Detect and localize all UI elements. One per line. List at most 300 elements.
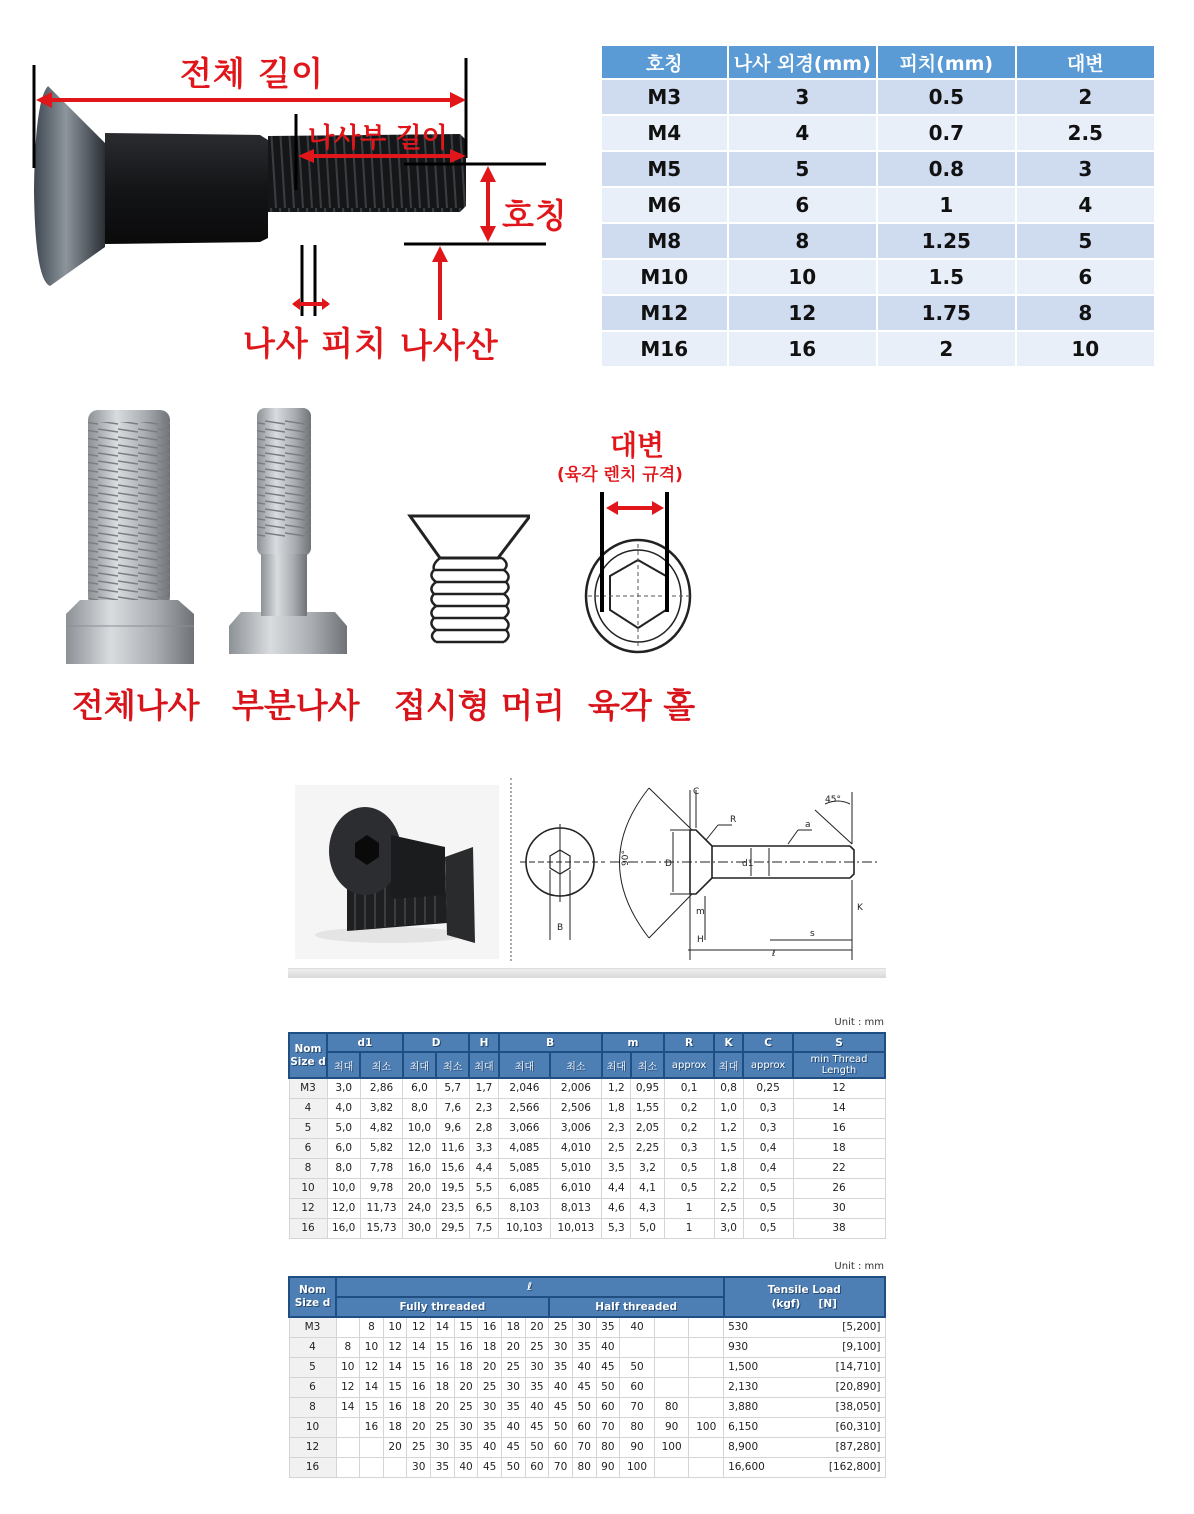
len-cell bbox=[620, 1337, 655, 1357]
col-across-flats: 대변 bbox=[1017, 46, 1154, 78]
dim-cell: 6,0 bbox=[327, 1138, 360, 1158]
len-cell bbox=[336, 1457, 360, 1477]
spec-cell: M4 bbox=[602, 116, 727, 150]
len-cell: 10 bbox=[360, 1337, 384, 1357]
len-cell: 35 bbox=[478, 1417, 502, 1437]
dim-cell: 6 bbox=[289, 1138, 327, 1158]
dim-cell: 0,5 bbox=[743, 1198, 793, 1218]
len-cell: 8,900 bbox=[724, 1437, 792, 1457]
dim-cell: 0,3 bbox=[664, 1138, 714, 1158]
len-cell: 25 bbox=[431, 1417, 455, 1437]
len-cell: 20 bbox=[431, 1397, 455, 1417]
len-cell: 1,500 bbox=[724, 1357, 792, 1377]
spec-cell: 2 bbox=[1017, 80, 1154, 114]
dim-cell: 2,046 bbox=[499, 1078, 551, 1098]
len-cell: 30 bbox=[549, 1337, 573, 1357]
spec-cell: 8 bbox=[729, 224, 876, 258]
svg-text:d1: d1 bbox=[742, 859, 754, 869]
dim-sub-header: approx bbox=[743, 1052, 793, 1078]
spec-cell: 6 bbox=[729, 188, 876, 222]
dim-cell: 7,5 bbox=[469, 1218, 498, 1238]
len-table-top-header bbox=[289, 1277, 885, 1297]
technical-drawing bbox=[520, 780, 890, 965]
len-table-row bbox=[289, 1357, 885, 1377]
len-cell: 18 bbox=[407, 1397, 431, 1417]
dim-group-header: B bbox=[499, 1033, 602, 1052]
spec-cell: M10 bbox=[602, 260, 727, 294]
len-cell: 70 bbox=[572, 1437, 596, 1457]
dim-cell: 5,82 bbox=[360, 1138, 402, 1158]
len-cell: 2,130 bbox=[724, 1377, 792, 1397]
dim-cell: 5,0 bbox=[327, 1118, 360, 1138]
len-cell bbox=[689, 1357, 724, 1377]
dim-cell: 0,5 bbox=[743, 1218, 793, 1238]
svg-text:H: H bbox=[697, 935, 704, 945]
len-cell: 40 bbox=[454, 1457, 478, 1477]
dim-sub-header: approx bbox=[664, 1052, 714, 1078]
len-cell: 25 bbox=[478, 1377, 502, 1397]
len-cell: 100 bbox=[689, 1417, 724, 1437]
full-thread-label: 전체나사 bbox=[72, 686, 200, 725]
dim-cell: 22 bbox=[793, 1158, 885, 1178]
len-cell: 40 bbox=[501, 1417, 525, 1437]
len-table-row bbox=[289, 1457, 885, 1477]
dim-cell: 15,73 bbox=[360, 1218, 402, 1238]
spec-cell: 10 bbox=[729, 260, 876, 294]
flat-head-sketch bbox=[406, 510, 530, 646]
len-cell: 14 bbox=[336, 1397, 360, 1417]
len-cell: 15 bbox=[431, 1337, 455, 1357]
len-cell: 35 bbox=[596, 1317, 620, 1337]
dim-cell: 10,013 bbox=[550, 1218, 602, 1238]
svg-text:ℓ: ℓ bbox=[772, 949, 776, 959]
spec-cell: 1.5 bbox=[878, 260, 1015, 294]
spec-cell: 4 bbox=[729, 116, 876, 150]
len-cell bbox=[689, 1457, 724, 1477]
dim-table-row bbox=[289, 1198, 885, 1218]
svg-text:R: R bbox=[730, 815, 737, 825]
svg-text:K: K bbox=[857, 903, 863, 913]
len-cell: 12 bbox=[336, 1377, 360, 1397]
dim-cell: 3,0 bbox=[714, 1218, 743, 1238]
len-cell: 18 bbox=[383, 1417, 407, 1437]
dim-cell: 0,4 bbox=[743, 1138, 793, 1158]
len-cell: 16,600 bbox=[724, 1457, 792, 1477]
dim-cell: 2,566 bbox=[499, 1098, 551, 1118]
half-thread-label: 부분나사 bbox=[232, 686, 360, 725]
len-cell bbox=[654, 1357, 689, 1377]
dim-cell: 12,0 bbox=[327, 1198, 360, 1218]
half-threaded-header: Half threaded bbox=[549, 1297, 724, 1317]
dim-cell: 4,1 bbox=[631, 1178, 664, 1198]
len-cell: [5,200] bbox=[792, 1317, 885, 1337]
dimension-table bbox=[288, 1032, 886, 1239]
dim-table-sub-header bbox=[289, 1052, 885, 1078]
dim-cell: 5,010 bbox=[550, 1158, 602, 1178]
spec-cell: 4 bbox=[1017, 188, 1154, 222]
dim-cell: 2,3 bbox=[602, 1118, 631, 1138]
dim-cell: 8,0 bbox=[327, 1158, 360, 1178]
dim-cell: 5,085 bbox=[499, 1158, 551, 1178]
dim-cell: 4,085 bbox=[499, 1138, 551, 1158]
spec-table-row bbox=[602, 188, 1154, 222]
dim-cell: 1 bbox=[664, 1198, 714, 1218]
svg-text:a: a bbox=[805, 820, 811, 830]
len-table-unit: Unit : mm bbox=[834, 1261, 884, 1272]
len-cell: 16 bbox=[407, 1377, 431, 1397]
spec-cell: 3 bbox=[1017, 152, 1154, 186]
len-cell: 100 bbox=[654, 1437, 689, 1457]
dim-cell: 0,8 bbox=[714, 1078, 743, 1098]
len-cell: 25 bbox=[407, 1437, 431, 1457]
dim-cell: 7,78 bbox=[360, 1158, 402, 1178]
len-cell: 14 bbox=[431, 1317, 455, 1337]
len-cell bbox=[336, 1437, 360, 1457]
len-cell: 80 bbox=[596, 1437, 620, 1457]
len-cell: 25 bbox=[549, 1317, 573, 1337]
dim-cell: 4,82 bbox=[360, 1118, 402, 1138]
countersunk-socket-screw-photo bbox=[295, 785, 499, 959]
dim-cell: 0,5 bbox=[664, 1158, 714, 1178]
spec-cell: M8 bbox=[602, 224, 727, 258]
len-cell: 16 bbox=[289, 1457, 336, 1477]
spec-cell: M6 bbox=[602, 188, 727, 222]
col-pitch: 피치(mm) bbox=[878, 46, 1015, 78]
dim-cell: 0,2 bbox=[664, 1098, 714, 1118]
len-cell: 40 bbox=[620, 1317, 655, 1337]
spec-cell: 3 bbox=[729, 80, 876, 114]
len-cell: 12 bbox=[383, 1337, 407, 1357]
dim-cell: 20,0 bbox=[403, 1178, 436, 1198]
len-cell: 20 bbox=[501, 1337, 525, 1357]
len-cell: 8 bbox=[360, 1317, 384, 1337]
spec-cell: 2.5 bbox=[1017, 116, 1154, 150]
section-separator bbox=[288, 968, 886, 978]
len-cell: 35 bbox=[431, 1457, 455, 1477]
dim-cell: 16,0 bbox=[403, 1158, 436, 1178]
len-cell: 20 bbox=[407, 1417, 431, 1437]
dim-cell: 10,0 bbox=[403, 1118, 436, 1138]
len-cell: 18 bbox=[501, 1317, 525, 1337]
dim-group-header: R bbox=[664, 1033, 714, 1052]
len-cell: 20 bbox=[454, 1377, 478, 1397]
spec-table-row bbox=[602, 260, 1154, 294]
dim-cell: 8,103 bbox=[499, 1198, 551, 1218]
dim-cell: 2,006 bbox=[550, 1078, 602, 1098]
len-cell: 14 bbox=[360, 1377, 384, 1397]
len-cell: 100 bbox=[620, 1457, 655, 1477]
dim-group-header: D bbox=[403, 1033, 470, 1052]
len-cell: 930 bbox=[724, 1337, 792, 1357]
dim-cell: 6,0 bbox=[403, 1078, 436, 1098]
bolt-anatomy-diagram bbox=[0, 40, 580, 370]
len-cell: 16 bbox=[454, 1337, 478, 1357]
dim-sub-header: 최소 bbox=[631, 1052, 664, 1078]
len-cell: 30 bbox=[572, 1317, 596, 1337]
dim-cell: 1,7 bbox=[469, 1078, 498, 1098]
len-cell: 60 bbox=[596, 1397, 620, 1417]
len-cell: 35 bbox=[454, 1437, 478, 1457]
len-cell: 70 bbox=[596, 1417, 620, 1437]
dim-cell: 0,3 bbox=[743, 1098, 793, 1118]
tensile-load-units: (kgf) [N] bbox=[771, 1298, 837, 1310]
spec-cell: 10 bbox=[1017, 332, 1154, 366]
dim-cell: 12 bbox=[289, 1198, 327, 1218]
spec-cell: 5 bbox=[1017, 224, 1154, 258]
dim-cell: 12 bbox=[793, 1078, 885, 1098]
len-cell: 5 bbox=[289, 1357, 336, 1377]
across-flats-label: 대변 bbox=[610, 429, 665, 462]
dim-cell: 4,6 bbox=[602, 1198, 631, 1218]
dim-cell: 10,103 bbox=[499, 1218, 551, 1238]
dim-sub-header: 최소 bbox=[550, 1052, 602, 1078]
len-cell: 12 bbox=[407, 1317, 431, 1337]
col-outer-diameter: 나사 외경(mm) bbox=[729, 46, 876, 78]
total-length-label: 전체 길이 bbox=[180, 54, 325, 93]
len-cell: 25 bbox=[525, 1337, 549, 1357]
thread-crest-label: 나사산 bbox=[400, 326, 499, 365]
dim-group-header: d1 bbox=[327, 1033, 403, 1052]
dim-cell: 0,3 bbox=[743, 1118, 793, 1138]
dim-cell: 4,4 bbox=[469, 1158, 498, 1178]
dim-cell: 0,5 bbox=[664, 1178, 714, 1198]
spec-cell: 0.8 bbox=[878, 152, 1015, 186]
dim-cell: 2,25 bbox=[631, 1138, 664, 1158]
dim-sub-header: 최대 bbox=[602, 1052, 631, 1078]
len-cell: 20 bbox=[478, 1357, 502, 1377]
spec-cell: 0.7 bbox=[878, 116, 1015, 150]
len-cell bbox=[654, 1377, 689, 1397]
dim-cell: 26 bbox=[793, 1178, 885, 1198]
len-cell: [9,100] bbox=[792, 1337, 885, 1357]
len-cell: 45 bbox=[596, 1357, 620, 1377]
drawing-label-c: C bbox=[693, 787, 700, 797]
dim-cell: 30,0 bbox=[403, 1218, 436, 1238]
len-cell: 3,880 bbox=[724, 1397, 792, 1417]
dim-cell: 16 bbox=[793, 1118, 885, 1138]
len-cell: 45 bbox=[501, 1437, 525, 1457]
dim-cell: M3 bbox=[289, 1078, 327, 1098]
svg-text:45°: 45° bbox=[825, 795, 841, 805]
spec-table-row bbox=[602, 332, 1154, 366]
dim-table-unit: Unit : mm bbox=[834, 1017, 884, 1028]
len-cell: 30 bbox=[431, 1437, 455, 1457]
len-cell: 15 bbox=[454, 1317, 478, 1337]
dim-cell: 1,55 bbox=[631, 1098, 664, 1118]
dim-cell: 2,2 bbox=[714, 1178, 743, 1198]
dim-cell: 5,5 bbox=[469, 1178, 498, 1198]
len-table-row bbox=[289, 1337, 885, 1357]
len-cell: 16 bbox=[383, 1397, 407, 1417]
len-cell: 50 bbox=[549, 1417, 573, 1437]
dotted-divider bbox=[510, 778, 512, 961]
spec-cell: 0.5 bbox=[878, 80, 1015, 114]
dim-sub-header: 최소 bbox=[436, 1052, 469, 1078]
len-cell bbox=[654, 1457, 689, 1477]
len-cell: [87,280] bbox=[792, 1437, 885, 1457]
dim-table-row bbox=[289, 1118, 885, 1138]
len-cell: 80 bbox=[620, 1417, 655, 1437]
length-header: ℓ bbox=[336, 1277, 724, 1297]
len-cell: 35 bbox=[549, 1357, 573, 1377]
spec-table-row bbox=[602, 224, 1154, 258]
col-nominal: 호칭 bbox=[602, 46, 727, 78]
len-cell: 15 bbox=[360, 1397, 384, 1417]
dim-cell: 11,6 bbox=[436, 1138, 469, 1158]
dim-cell: 2,5 bbox=[714, 1198, 743, 1218]
len-cell: 18 bbox=[431, 1377, 455, 1397]
dim-table-row bbox=[289, 1138, 885, 1158]
len-cell: 10 bbox=[289, 1417, 336, 1437]
len-cell: 60 bbox=[549, 1437, 573, 1457]
thread-pitch-label: 나사 피치 bbox=[243, 324, 388, 363]
spec-cell: 2 bbox=[878, 332, 1015, 366]
len-cell: 8 bbox=[289, 1397, 336, 1417]
len-cell: 45 bbox=[478, 1457, 502, 1477]
spec-cell: M3 bbox=[602, 80, 727, 114]
dim-sub-header: min Thread Length bbox=[793, 1052, 885, 1078]
dim-cell: 23,5 bbox=[436, 1198, 469, 1218]
len-table-row bbox=[289, 1317, 885, 1337]
dim-table-row bbox=[289, 1158, 885, 1178]
len-cell: 45 bbox=[572, 1377, 596, 1397]
dim-cell: 3,066 bbox=[499, 1118, 551, 1138]
dim-cell: 6,5 bbox=[469, 1198, 498, 1218]
len-cell: 50 bbox=[501, 1457, 525, 1477]
spec-cell: 6 bbox=[1017, 260, 1154, 294]
dim-cell: 3,82 bbox=[360, 1098, 402, 1118]
svg-text:B: B bbox=[557, 923, 564, 933]
len-cell: 10 bbox=[336, 1357, 360, 1377]
dim-cell: 19,5 bbox=[436, 1178, 469, 1198]
dim-cell: 3,3 bbox=[469, 1138, 498, 1158]
len-cell: 60 bbox=[620, 1377, 655, 1397]
fully-threaded-header: Fully threaded bbox=[336, 1297, 549, 1317]
dim-table-row bbox=[289, 1098, 885, 1118]
dim-cell: 10 bbox=[289, 1178, 327, 1198]
spec-table-row bbox=[602, 80, 1154, 114]
dim-cell: 10,0 bbox=[327, 1178, 360, 1198]
dim-cell: 1,8 bbox=[714, 1158, 743, 1178]
svg-text:90°: 90° bbox=[621, 850, 631, 866]
len-cell: 50 bbox=[596, 1377, 620, 1397]
len-cell: 35 bbox=[501, 1397, 525, 1417]
dim-group-header: S bbox=[793, 1033, 885, 1052]
len-cell bbox=[654, 1337, 689, 1357]
dim-cell: 3,006 bbox=[550, 1118, 602, 1138]
len-cell: 35 bbox=[572, 1337, 596, 1357]
len-cell: 45 bbox=[525, 1417, 549, 1437]
len-cell: 40 bbox=[596, 1337, 620, 1357]
dim-cell: 0,5 bbox=[743, 1178, 793, 1198]
dim-cell: 1,5 bbox=[714, 1138, 743, 1158]
len-cell: 50 bbox=[620, 1357, 655, 1377]
dim-sub-header: 최대 bbox=[714, 1052, 743, 1078]
len-cell: 6,150 bbox=[724, 1417, 792, 1437]
dim-cell: 0,95 bbox=[631, 1078, 664, 1098]
dim-cell: 1,8 bbox=[602, 1098, 631, 1118]
dim-cell: 8 bbox=[289, 1158, 327, 1178]
dim-cell: 0,4 bbox=[743, 1158, 793, 1178]
dim-cell: 1,2 bbox=[714, 1118, 743, 1138]
len-cell: 16 bbox=[360, 1417, 384, 1437]
len-cell: 18 bbox=[454, 1357, 478, 1377]
dim-cell: 1,2 bbox=[602, 1078, 631, 1098]
spec-table-row bbox=[602, 152, 1154, 186]
dim-cell: 3,0 bbox=[327, 1078, 360, 1098]
dim-cell: 5,7 bbox=[436, 1078, 469, 1098]
dim-cell: 3,2 bbox=[631, 1158, 664, 1178]
len-cell bbox=[689, 1337, 724, 1357]
dim-cell: 30 bbox=[793, 1198, 885, 1218]
spec-cell: M5 bbox=[602, 152, 727, 186]
len-cell bbox=[360, 1437, 384, 1457]
dim-cell: 5,0 bbox=[631, 1218, 664, 1238]
dim-sub-header: 최소 bbox=[360, 1052, 402, 1078]
len-cell bbox=[336, 1317, 360, 1337]
len-cell: 12 bbox=[289, 1437, 336, 1457]
len-cell: 70 bbox=[549, 1457, 573, 1477]
len-cell: 40 bbox=[572, 1357, 596, 1377]
len-cell: 90 bbox=[620, 1437, 655, 1457]
dim-cell: 2,3 bbox=[469, 1098, 498, 1118]
dim-group-header: H bbox=[469, 1033, 498, 1052]
dim-sub-header: 최대 bbox=[469, 1052, 498, 1078]
dim-cell: 2,506 bbox=[550, 1098, 602, 1118]
len-cell: 70 bbox=[620, 1397, 655, 1417]
len-cell: 30 bbox=[407, 1457, 431, 1477]
bolt-spec-table bbox=[600, 44, 1156, 368]
nominal-size-label: 호칭 bbox=[502, 196, 568, 235]
dim-cell: 29,5 bbox=[436, 1218, 469, 1238]
len-cell: 30 bbox=[478, 1397, 502, 1417]
dim-table-row bbox=[289, 1078, 885, 1098]
len-cell bbox=[689, 1317, 724, 1337]
spec-cell: 1.25 bbox=[878, 224, 1015, 258]
dim-sub-header: 최대 bbox=[327, 1052, 360, 1078]
full-thread-bolt-photo bbox=[58, 404, 200, 670]
dim-cell: 9,78 bbox=[360, 1178, 402, 1198]
len-cell: 40 bbox=[549, 1377, 573, 1397]
len-cell bbox=[689, 1437, 724, 1457]
dim-cell: 4,4 bbox=[602, 1178, 631, 1198]
dim-cell: 4,3 bbox=[631, 1198, 664, 1218]
across-flats-note: (육각 렌치 규격) bbox=[557, 465, 683, 485]
len-cell: 20 bbox=[383, 1437, 407, 1457]
nom-size-header: Nom Size d bbox=[289, 1277, 336, 1317]
len-cell: [60,310] bbox=[792, 1417, 885, 1437]
len-cell: 90 bbox=[654, 1417, 689, 1437]
len-cell: 40 bbox=[525, 1397, 549, 1417]
len-cell: 30 bbox=[454, 1417, 478, 1437]
len-cell: 80 bbox=[572, 1457, 596, 1477]
len-cell: [14,710] bbox=[792, 1357, 885, 1377]
dim-cell: 38 bbox=[793, 1218, 885, 1238]
dim-cell: 24,0 bbox=[403, 1198, 436, 1218]
len-cell bbox=[654, 1317, 689, 1337]
dim-cell: 11,73 bbox=[360, 1198, 402, 1218]
dim-cell: 0,2 bbox=[664, 1118, 714, 1138]
len-cell: M3 bbox=[289, 1317, 336, 1337]
spec-cell: M16 bbox=[602, 332, 727, 366]
dim-cell: 6,085 bbox=[499, 1178, 551, 1198]
len-cell: 90 bbox=[596, 1457, 620, 1477]
dim-cell: 9,6 bbox=[436, 1118, 469, 1138]
svg-text:s: s bbox=[810, 929, 815, 939]
len-cell: 530 bbox=[724, 1317, 792, 1337]
dim-group-header: m bbox=[602, 1033, 664, 1052]
tensile-load-title: Tensile Load bbox=[767, 1284, 841, 1296]
